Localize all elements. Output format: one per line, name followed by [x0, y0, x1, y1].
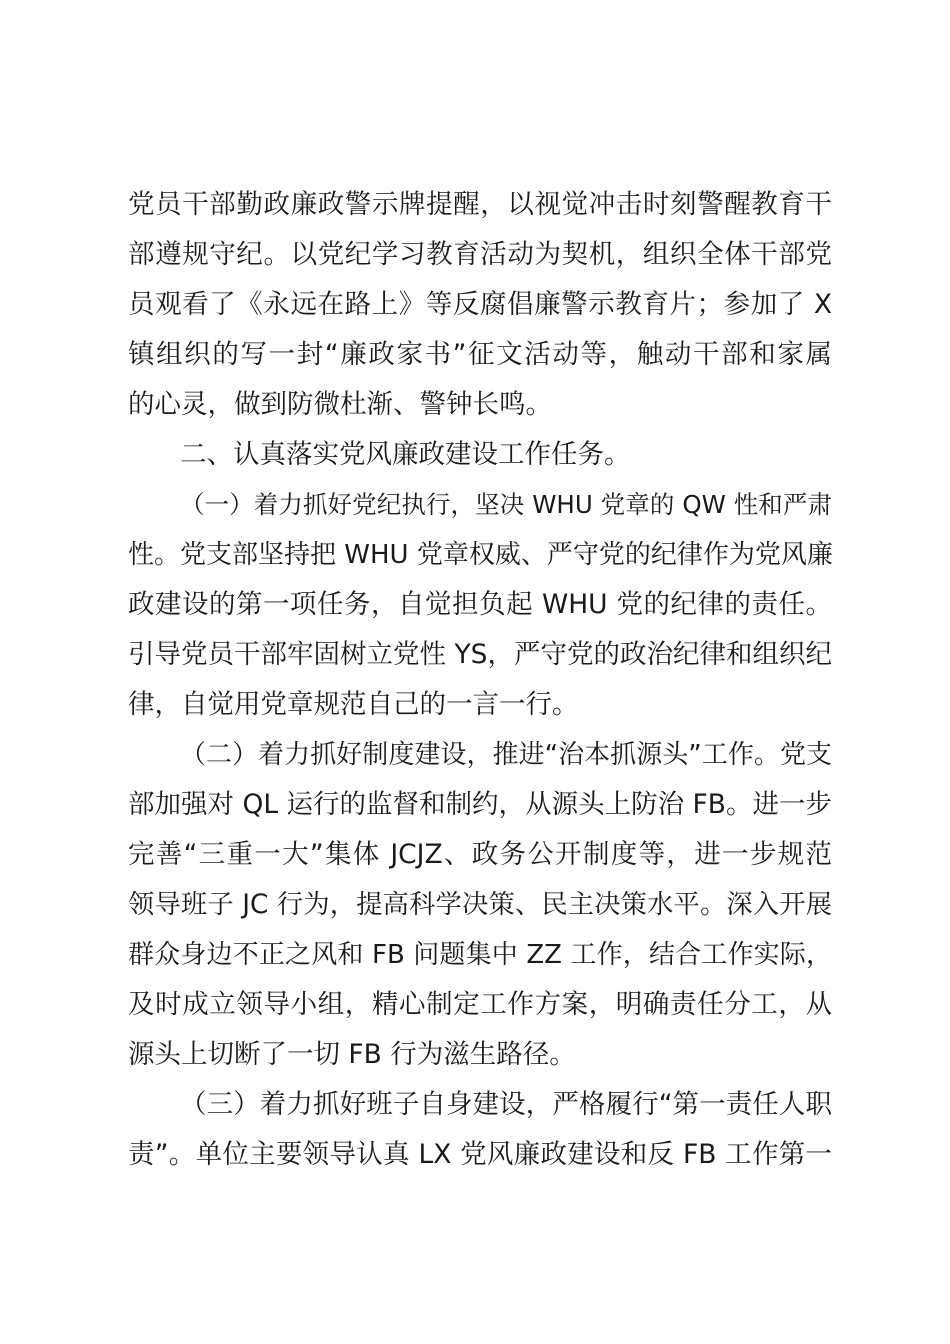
paragraph-line: 引导党员干部牢固树立党性 YS，严守党的政治纪律和组织纪 — [128, 639, 832, 670]
paragraph-line: 及时成立领导小组，精心制定工作方案，明确责任分工，从 — [128, 989, 832, 1020]
paragraph-line: 部加强对 QL 运行的监督和制约，从源头上防治 FB。进一步 — [128, 789, 832, 820]
paragraph-line: （三）着力抓好班子自身建设，严格履行“第一责任人职 — [180, 1089, 832, 1120]
paragraph-line: 群众身边不正之风和 FB 问题集中 ZZ 工作，结合工作实际， — [128, 940, 832, 970]
paragraph-line: 员观看了《永远在路上》等反腐倡廉警示教育片；参加了 X — [128, 289, 832, 320]
paragraph-line: 完善“三重一大”集体 JCJZ、政务公开制度等，进一步规范 — [128, 839, 832, 870]
paragraph-line: 领导班子 JC 行为，提高科学决策、民主决策水平。深入开展 — [128, 890, 832, 920]
paragraph-line: 部遵规守纪。以党纪学习教育活动为契机，组织全体干部党 — [128, 239, 832, 270]
paragraph-line: 政建设的第一项任务，自觉担负起 WHU 党的纪律的责任。 — [128, 589, 832, 620]
paragraph-line: 律，自觉用党章规范自己的一言一行。 — [128, 689, 579, 720]
paragraph-line: 性。党支部坚持把 WHU 党章权威、严守党的纪律作为党风廉 — [128, 540, 833, 570]
paragraph-line: 党员干部勤政廉政警示牌提醒，以视觉冲击时刻警醒教育干 — [128, 189, 832, 220]
paragraph-line: （一）着力抓好党纪执行，坚决 WHU 党章的 QW 性和严肃 — [180, 490, 832, 519]
paragraph-line: 镇组织的写一封“廉政家书”征文活动等，触动干部和家属 — [128, 339, 832, 370]
paragraph-line: 责”。单位主要领导认真 LX 党风廉政建设和反 FB 工作第一 — [128, 1139, 832, 1170]
section-heading: 二、认真落实党风廉政建设工作任务。 — [180, 439, 631, 470]
paragraph-line: （二）着力抓好制度建设，推进“治本抓源头”工作。党支 — [180, 740, 832, 770]
paragraph-line: 源头上切断了一切 FB 行为滋生路径。 — [128, 1039, 576, 1070]
paragraph-line: 的心灵，做到防微杜渐、警钟长鸣。 — [128, 389, 552, 420]
